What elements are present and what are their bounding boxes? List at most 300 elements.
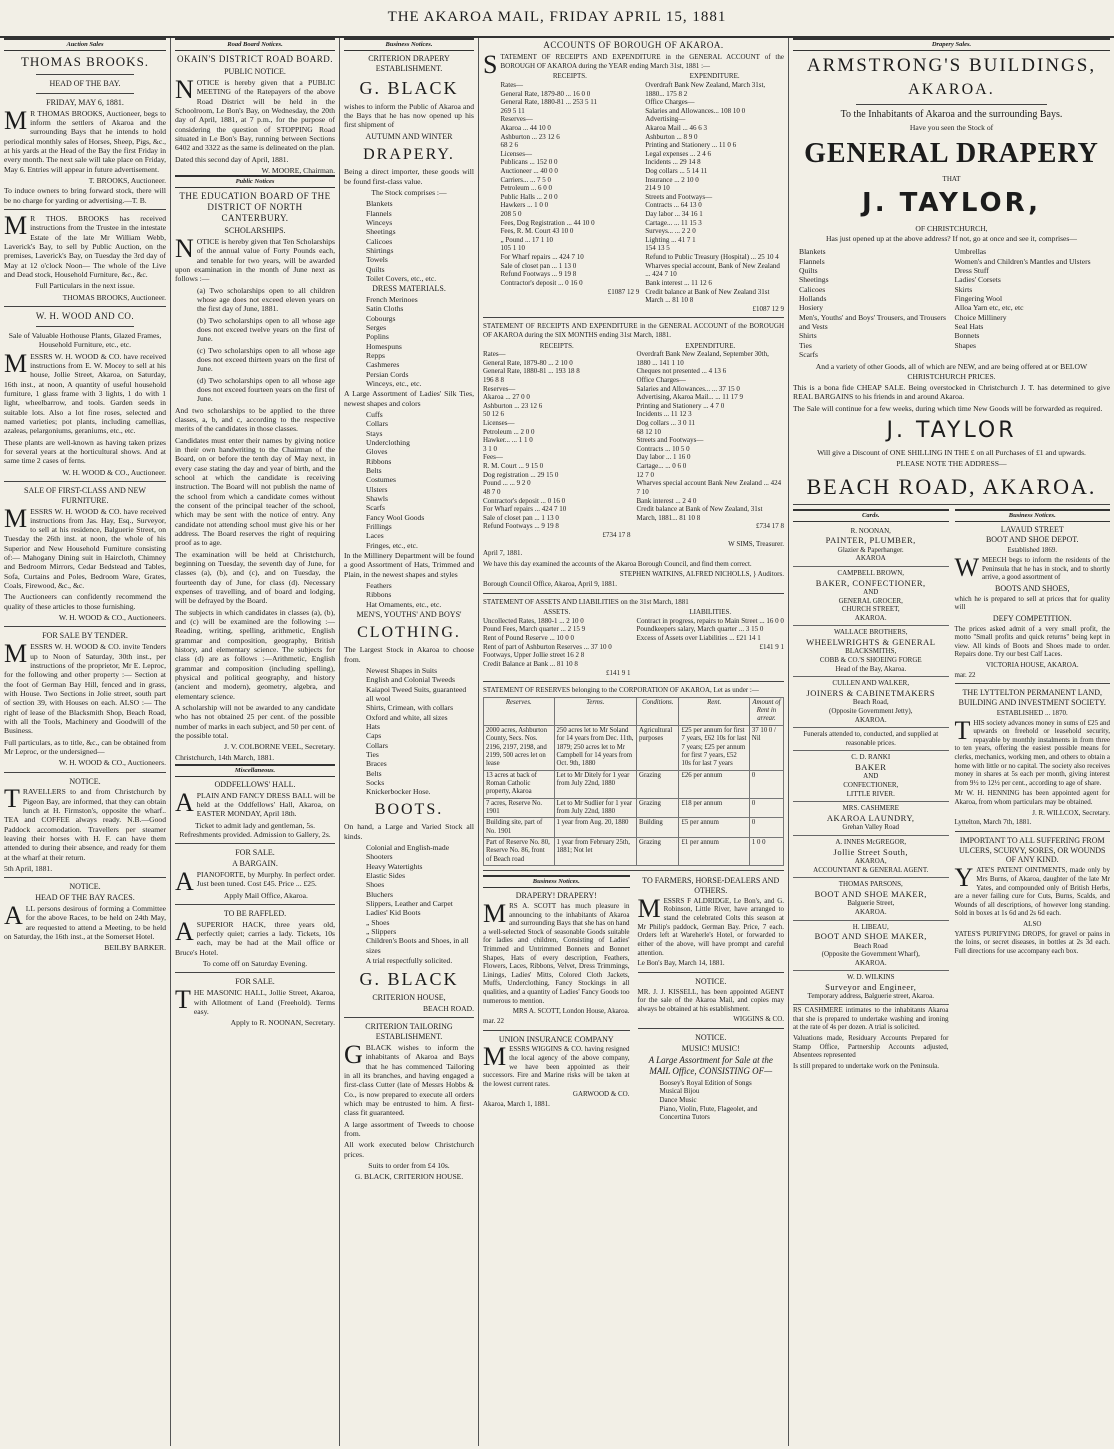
account-line: Printing and Stationery ... 11 0 6 <box>645 141 737 150</box>
column-5: Drapery Sales. ARMSTRONG'S BUILDINGS, AKAROA. To the Inhabitants of Akaroa and the surrounding Bays. Have you seen the Stock of GENERAL DRAPERY THAT J. TAYLOR, OF CHRISTCHURCH, Has just opened up at the above address? If not, go at once and see it, comprises— Blankets Flannels Quilts Sheetings Calicoes Hollands Hosiery Men's, Youths' and Boys' Trousers, and Trousers and Vests Shirts Ties Scarfs Umbrellas Women's and Children's Mantles and Ulsters Dress Stuff Ladies' Corsets Skirts Fingering Wool Alloa Yarn etc, etc, etc Choice Millinery Seal Hats Bonnets Shapes And a variety of other Goods, all of which are NEW, and are being offered at or BELOW CHRISTCHURCH PRICES. This is a bona fide CHEAP SALE. Being overstocked in Christchurch J. T. has determined to give REAL BARGAINS to his friends in and around Akaroa. The Sale will continue for a few weeks, during which time New Goods will be forwarded as required. J. TAYLOR Will give a Discount of ONE SHILLING IN THE £ on all Purchases of £1 and upwards. PLEASE NOTE THE ADDRESS— BEACH ROAD, AKAROA. Cards. R. NOONAN, PAINTER, PLUMBER, Glazier & Paperhanger. AKAROA CAMPBELL BROWN, BAKER, CONFECTIONER, AND GENERAL GROCER, CHURCH STREET, AKAROA. WALLACE BROTHERS, WHEELWRIGHTS & GENERAL BLACKSMITHS, COBB & CO.'S SHOEING FORGE Head of the Bay, Akaroa. CULLEN AND WALKER, JOINERS & CABINETMAKERS Beach Road, (Opposite Government Jetty), AKAROA. Funerals attended to, conducted, and supplied at reasonable prices. C. D. RANKI BAKER AND CONFECTIONER, LITTLE RIVER. MRS. CASHMERE AKAROA LAUNDRY, Grehan Valley Road A. INNES McGREGOR, Jollie Street South, AKAROA, ACCOUNTANT & GENERAL AGENT. THOMAS PARSONS, BOOT AND SHOE MAKER, Balguerie Street, AKAROA. H. LIBEAU, BOOT AND SHOE MAKER, Beach Road (Opposite the Government Wharf), AKAROA. W. D. WILKINS Surveyor and Engineer, Temporary address, Balguerie street, Akaroa. RS CASHMERE intimates to the inhabitants Akaroa that she is prepared to undertake washing and ironing at the rate of 4s per dozen. A trial is solicited. Valuations made, Residuary Accounts Prepared for Stamp Office, Partnership Accounts adjusted, Absentees represented Is still prepared to undertake work on the Peninsula. Business Notices. LAVAUD STREET BOOT AND SHOE DEPOT. Established 1869. WMEECH begs to inform the residents of the Peninsula that he has in stock, and to shortly arrive, a good assortment of BOOTS AND SHOES, which he is prepared to sell at prices that for quality will DEFY COMPETITION. The prices asked admit of a very small profit, the motto "Small profits and quick returns" being kept in view. All kinds of Boots and Shoes made to order. Repairs done. Try our best Calf Laces. VICTORIA HOUSE, AKAROA. mar. 22 THE LYTTELTON PERMANENT LAND, BUILDING AND INVESTMENT SOCIETY. ESTABLISHED ... 1870. THIS society advances money in sums of £25 and upwards on freehold or leasehold security, repayable by monthly instalments in from three to ten years, offering the easiest possible means for clerks, mechanics, working men, and others to obtain a home with little or no capital. The society also receives money in shares at 5s each per month, giving interest from 9½ to 12½ per cent., according to age of share. Mr W. H. HENNING has been appointed agent for Akaroa, from whom particulars may be obtained. J. R. WILLCOX, Secretary. Lyttelton, March 7th, 1881. IMPORTANT TO ALL SUFFERING FROM ULCERS, SCURVY, SORES, OR WOUNDS OF ANY KIND. YATE'S PATENT OINTMENTS, made only by Mrs Burns, of Akaroa, daughter of the late Mr Yates, and compounded only of British Herbs, are a never failing cure for Cuts, Burns, Scalds, and Wounds of all descriptions, of however long standing. Sold in boxes at 1s 6d and 2s 6d each. ALSO YATES'S PURIFYING DROPS, for gravel or pains in the loins, or secret diseases, in bottles at 2s 3d each. Full directions for use accompany each box. <box>789 38 1114 1446</box>
card-line: WALLACE BROTHERS, <box>834 628 908 637</box>
list-item: Ties <box>366 749 379 759</box>
list-item: Belts <box>366 768 382 778</box>
goods-item: Shapes <box>954 340 977 350</box>
ad-signature: THOMAS BROOKS, Auctioneer. <box>62 292 166 302</box>
ad-signature: G. BLACK, CRITERION HOUSE. <box>354 1172 464 1182</box>
account-line: Carriers... ... 7 5 0 <box>500 175 552 184</box>
section-header: Business Notices. <box>955 509 1111 522</box>
list-item: (b) Two scholarships open to all whose age does not exceed twelve years on the first of June. <box>197 315 335 344</box>
goods-item: Hosiery <box>799 303 824 313</box>
total: £141 9 1 <box>606 668 631 677</box>
liabilities-header: LIABILITIES. <box>689 608 732 617</box>
card-line: WHEELWRIGHTS & GENERAL <box>806 637 936 648</box>
items-list <box>344 581 474 609</box>
goods-item: Blankets <box>799 247 826 257</box>
audit-text: We have this day examined the accounts of the Akaroa Borough Council, and find them correct. <box>483 559 752 568</box>
statement-title: STATEMENT OF ASSETS AND LIABILITIES on the 31st March, 1881 <box>483 597 689 606</box>
business-card <box>793 971 949 1005</box>
expenditure-list <box>645 81 784 305</box>
list-item: Laces <box>366 531 384 541</box>
list-item: Newest Shapes in Suits <box>366 666 438 675</box>
liabilities-list <box>637 617 785 643</box>
card-line: ACCOUNTANT & GENERAL AGENT. <box>813 865 929 874</box>
account-line: Ashburton ... 23 12 6 <box>483 401 543 410</box>
account-line: Dog collars ... 5 14 11 <box>645 166 708 175</box>
account-line: Ashburton ... 23 12 6 <box>500 132 560 141</box>
list-item: Children's Boots and Shoes, in all sizes <box>366 936 469 955</box>
ad-body: Ticket to admit lady and gentleman, 5s. Refreshments provided. Admission to Gallery, 2s. <box>179 820 331 839</box>
goods-item: Shirts <box>799 331 817 341</box>
card-line: AKAROA. <box>854 715 887 724</box>
ad-address: BEACH ROAD. <box>422 1004 474 1014</box>
ad-title: TO FARMERS, HORSE-DEALERS AND OTHERS. <box>642 876 780 896</box>
account-line: Poundkeepers salary, March quarter ... 3 15 0 <box>636 625 764 634</box>
list-item: Hats <box>366 721 380 731</box>
accounts-title: ACCOUNTS OF BOROUGH OF AKAROA. <box>543 40 724 50</box>
items-list <box>344 843 474 955</box>
ad-body: The Largest Stock in Akaroa to choose from. <box>344 645 474 664</box>
ad-body: A Large Assortment of Ladies' Silk Ties, newest shapes and colors <box>344 389 474 408</box>
table-cell: Building <box>637 818 679 838</box>
account-line: Petroleum ... 2 0 0 <box>483 427 535 436</box>
card-line: H. LIBEAU, <box>852 922 889 931</box>
ad-title: FOR SALE BY TENDER. <box>42 631 128 641</box>
card-line: BAKER <box>855 762 887 773</box>
account-line: 105 1 10 <box>500 244 525 253</box>
ad-body: ESSRS WIGGINS & CO. having resigned the local agency of the above company, we have been appointed as their successors. Fire and Marine risks will be taken at the lowest current rates. <box>483 1045 630 1088</box>
ad-body: Will give a Discount of ONE SHILLING IN THE £ on all Purchases of £1 and upwards. <box>817 447 1086 457</box>
account-line: Credit Balance at Bank ... 81 10 8 <box>483 659 578 668</box>
account-line: R. M. Court ... 9 15 0 <box>483 462 544 471</box>
table-cell: £1 per annum <box>679 838 749 866</box>
ad-subtitle: AKAROA. <box>908 81 995 99</box>
account-line: 154 13 5 <box>645 244 670 253</box>
ad-body: In the Millinery Department will be found a good Assortment of Hats, Trimmed and Plain, in the newest shapes and styles <box>344 550 474 579</box>
ad-title: OKAIN'S DISTRICT ROAD BOARD. <box>177 53 333 64</box>
table-header-cell: Conditions. <box>637 697 679 725</box>
card-line: Temporary address, Balguerie street, Akaroa. <box>807 992 934 1001</box>
account-line: Contractor's deposit ... 0 16 0 <box>483 496 566 505</box>
ad-signature: W. H. WOOD & CO., Auctioneer. <box>62 467 166 477</box>
account-line: Petroleum ... 6 0 0 <box>500 184 552 193</box>
account-line: General Rate, 1879-80 ... 16 0 0 <box>500 89 591 98</box>
ad-subtitle: OF CHRISTCHURCH, <box>915 223 988 233</box>
ad-note: These plants are well-known as having taken prizes for several years at the horticultural shows. And at same time 2 cases of ferns. <box>4 437 166 466</box>
card-line: BAKER, CONFECTIONER, <box>815 577 926 588</box>
list-item: (c) Two scholarships open to all whose age does not exceed thirteen years on the first of June. <box>197 345 335 374</box>
account-line: 48 7 0 <box>483 487 501 496</box>
goods-item: Hollands <box>799 293 827 303</box>
account-line: Hawkers ... 1 0 0 <box>500 201 549 210</box>
ad-body: wishes to inform the Public of Akaroa and the Bays that he has now opened up his first shipment of <box>344 101 474 130</box>
stock-list <box>344 199 474 283</box>
account-line: Bank interest ... 11 12 6 <box>645 278 712 287</box>
list-item: Dance Music <box>659 1095 697 1104</box>
card-line: Head of the Bay, Akaroa. <box>835 664 907 673</box>
list-item: Shirts, Crimean, with collars <box>366 703 454 713</box>
list-item: „ Slippers <box>366 926 397 936</box>
ad-connector: THAT <box>942 175 961 184</box>
account-line: Licenses— <box>500 149 532 158</box>
account-line: Wharves special account, Bank of New Zealand ... 424 7 10 <box>645 261 780 279</box>
ad-title: FOR SALE. <box>235 977 275 987</box>
list-item: Elastic Sides <box>366 870 406 880</box>
section-header: Public Notices <box>175 175 335 188</box>
card-line: Beach Road, <box>852 698 889 707</box>
account-line: Sale of closet pan ... 1 13 0 <box>483 513 559 522</box>
ad-note: Full Particulars in the next issue. <box>35 281 135 291</box>
table-cell: 0 <box>749 818 783 838</box>
total: £1087 12 9 <box>607 287 640 296</box>
ad-intro: Have you seen the Stock of <box>909 123 994 133</box>
list-item: Bluchers <box>366 889 393 899</box>
account-line: Day labor ... 34 16 1 <box>645 210 703 219</box>
ad-subtitle: SCHOLARSHIPS. <box>224 226 286 236</box>
ad-body: A large assortment of Tweeds to choose from. <box>344 1119 474 1139</box>
ad-signature: W. H. WOOD & CO., Auctioneers. <box>58 613 166 623</box>
ad-signature: VICTORIA HOUSE, AKAROA. <box>985 661 1079 670</box>
card-line: Jollie Street South, <box>833 846 908 857</box>
ad-title: SALE OF FIRST-CLASS AND NEW FURNITURE. <box>24 485 146 505</box>
ad-subtitle: A BARGAIN. <box>232 859 278 869</box>
section-header: Business Notices. <box>483 875 630 888</box>
list-item: Piano, Violin, Flute, Flageolet, and Concertina Tutors <box>659 1104 758 1122</box>
receipts-header: RECEIPTS. <box>539 341 574 350</box>
card-line: Glazier & Paperhanger. <box>837 545 904 554</box>
ad-body: A scholarship will not be awarded to any candidate who has not obtained 25 per cent. of the possible number of marks in each subject, and 50 per cent. of the possible total. <box>175 702 335 740</box>
ad-body: The prices asked admit of a very small profit, the motto "Small profits and quick returns" being kept in view. All kinds of Boots and Shoes made to order. Repairs done. Try our best Calf Laces. <box>954 624 1110 659</box>
account-line: Credit balance at Bank of New Zealand, 31st March, 1881... 81 10 8 <box>636 505 763 522</box>
list-item: (d) Two scholarships open to all whose age does not exceed fourteen years on the first of June. <box>197 375 335 404</box>
list-item: Toilet Covers, etc., etc. <box>366 273 437 283</box>
business-card <box>793 836 949 878</box>
card-line: BOOT AND SHOE MAKER, <box>814 888 927 899</box>
ad-title: NOTICE. <box>695 1032 727 1042</box>
ad-title: DRAPERY! DRAPERY! <box>515 891 597 901</box>
ad-body: BLACK wishes to inform the inhabitants of Akaroa and Bays that he has commenced Tailoring in all its branches, and having engaged a first-class Cutter (late of Messrs Hobbs & Co., is now prepared to execute all orders which may be entrusted to him. A first-class fit guaranteed. <box>344 1043 474 1118</box>
account-line: Overdraft Bank New Zealand, September 30th, 1880 ... 141 1 10 <box>636 350 769 367</box>
account-line: Dog collars ... 3 0 11 <box>636 419 695 428</box>
section-header: Business Notices. <box>344 38 474 51</box>
goods-item: Quilts <box>799 265 818 275</box>
table-cell: Let to Mr Ditely for 1 year from July 22nd, 1880 <box>554 770 637 798</box>
account-line: Cartage... ... 11 15 3 <box>645 218 702 227</box>
ad-body: OTICE is hereby given that Ten Scholarships of the annual value of Forty Pounds each, and tenable for two years, will be awarded upon examination in the month of June next as follows :— <box>175 237 335 284</box>
ad-title: CRITERION DRAPERY ESTABLISHMENT. <box>368 53 450 73</box>
receipts-header: RECEIPTS. <box>552 72 587 81</box>
account-line: Uncollected Rates, 1880-1 ... 2 10 0 <box>483 616 584 625</box>
ad-body: The examination will be held at Christchurch, beginning on Tuesday, the seventh day of June, for classes (a), (b), and (c), and on Tuesday, the fourteenth day of June, for class (d). Necessary expenses of travelling, and of board and lodging, will be defrayed by the Board. <box>175 549 335 606</box>
ad-name: J. TAYLOR <box>886 417 1017 443</box>
ad-subheading: The Stock comprises :— <box>371 187 447 197</box>
ad-title: THOMAS BROOKS. <box>20 53 150 69</box>
office-line: Borough Council Office, Akaroa, April 9, 1881. <box>483 580 618 589</box>
account-line: Contracts ... 10 5 0 <box>636 444 690 453</box>
ad-name: G. BLACK <box>359 77 459 98</box>
list-item: Shirtings <box>366 245 394 255</box>
ad-date: FRIDAY, MAY 6, 1881. <box>46 97 124 107</box>
table-row <box>484 838 784 866</box>
account-line: Cartage... ... 0 6 0 <box>636 462 687 471</box>
account-line: Contractor's deposit ... 0 16 0 <box>500 278 583 287</box>
ad-body: R THOS. BROOKS has received instructions from the Trustee in the intestate Estate of the late Mr William Webb, Laverick's Bay, to sell by Public Auction, on the premises, Laverick's Bay, on Tuesday the 3rd day of May at 12 o'clock Noon— The whole of the Live and Dead stock, Household Furniture, &c., &c. <box>4 213 166 279</box>
goods-item: Flannels <box>799 256 825 266</box>
ad-body: ESSRS W. H. WOOD & CO. invite Tenders up to Noon of Saturday, 30th inst., per instructions of the proprietor, Mr E. Leproc, for the following and other property :— Section at the foot of German Bay Hill, fenced and in grass, with House. Two Sections in Jolie street, south part of section 39, with Houses on each. ALSO :— The right of lease of the Blacksmith Shop, Beach Road, with all the Tools, Machinery and Goodwill of the Business. <box>4 642 166 736</box>
ad-date: Dated this second day of April, 1881. <box>175 154 289 164</box>
business-card <box>793 728 949 751</box>
account-line: Overdraft Bank New Zealand, March 31st, 1880... 175 8 2 <box>645 80 766 98</box>
column-1: Auction Sales THOMAS BROOKS. HEAD OF THE BAY. FRIDAY, MAY 6, 1881. M R THOMAS BROOKS, Auctioneer, begs to inform the settlers of Akaroa and the surrounding Bays that he intends to hold periodical monthly sales of Horses, Sheep, Pigs, &c., at his yards at the Head of the Bay the first Friday in every month. The next sale will take place on Friday, May 6. Entries will appear in future advertisement. T. BROOKS, Auctioneer. To induce owners to bring forward stock, there will be no charge for yarding or advertising.—T. B. M R THOS. BROOKS has received instructions from the Trustee in the intestate Estate of the late Mr William Webb, Laverick's Bay, to sell by Public Auction, on the premises, Laverick's Bay, on Tuesday the 3rd day of May at 12 o'clock Noon— The whole of the Live and Dead stock, Household Furniture, &c., &c. Full Particulars in the next issue. THOMAS BROOKS, Auctioneer. W. H. WOOD AND CO. Sale of Valuable Hothouse Plants, Glazed Frames, Household Furniture, etc., etc. MESSRS W. H. WOOD & CO. have received instructions from E. W. Mocey to sell at his house, Jollie Street, Akaroa, on Saturday, 16th inst., at noon, A quantity of useful household furniture, 1 glass frame with 3 lights, 1 do with 1 light, wheelbarrow, and tools. Garden seeds in suitable lots. Also a lot fine roses, selected and named varieties; pot plants, including camellias, azaleas, pelargoniums, geraniums, etc., etc. These plants are well-known as having taken prizes for several years at the horticultural shows. And at same time 2 cases of ferns. W. H. WOOD & CO., Auctioneer. SALE OF FIRST-CLASS AND NEW FURNITURE. MESSRS W. H. WOOD & CO. have received instructions from Jas. Hay, Esq., Surveyor, to sell at his residence, Balguerie Street, on Tuesday the 26th inst. at noon, the whole of his Superior and New Household Furniture consisting of:— Mahogany Dining suit in Haircloth, Chimney and Bedroom Mirrors, Cedar Bedstead and Tables, Sofa, Curtains and Poles, Bedroom Ware, Grates, Coals, Firewood, &c., &c. The Auctioneers can confidently recommend the quality of these articles to those furnishing. W. H. WOOD & CO., Auctioneers. FOR SALE BY TENDER. MESSRS W. H. WOOD & CO. invite Tenders up to Noon of Saturday, 30th inst., per instructions of the proprietor, Mr E. Leproc, for the following and other property :— Section at the foot of German Bay Hill, fenced and in grass, with House. Two Sections in Jolie street, south part of section 39, with Houses on each. ALSO :— The right of lease of the Blacksmith Shop, Beach Road, with all the Tools, Machinery and Goodwill of the Business. Full particulars, as to title, &c., can be obtained from Mr Leproc, or the undersigned— W. H. WOOD & CO., Auctioneers. NOTICE. TRAVELLERS to and from Christchurch by Pigeon Bay, are informed, that they can obtain lunch at H. Firmston's, opposite the wharf.. TEA and COFFEE always ready. N.B.—Good Paddock accomodation. Travellers per steamer leaving their horses with H. F. can have them attended to during their absence, and ready for them at the wharf at their return. 5th April, 1881. NOTICE. HEAD OF THE BAY RACES. ALL persons desirous of forming a Committee for the above Races, to be held on 24th May, are requested to attend a Meeting, to be held on Saturday, the 16th inst., at the Somerset Hotel. BEILBY BARKER. <box>0 38 170 1446</box>
goods-item: Umbrellas <box>954 247 987 257</box>
table-cell: Let to Mr Sudlier for 1 year from July 22nd, 1880 <box>554 798 637 818</box>
list-item: Flannels <box>366 208 392 218</box>
account-line: Pound ... ... 9 2 0 <box>483 479 531 488</box>
card-line: JOINERS & CABINETMAKERS <box>806 687 936 698</box>
card-line: BOOT AND SHOE MAKER, <box>814 931 927 942</box>
list-item: Winceys, etc., etc. <box>366 378 422 388</box>
total: £734 17 8 <box>756 522 784 531</box>
items-list <box>638 1079 785 1122</box>
ad-signature: J. V. COLBORNE VEEL, Secretary. <box>224 742 335 752</box>
table-row <box>484 818 784 838</box>
list-item: Poplins <box>366 332 389 342</box>
account-line: Pound Fees, March quarter ... 2 15 9 <box>483 625 586 634</box>
account-line: General Rate, 1880-81 ... 253 5 11 <box>500 98 598 107</box>
account-line: For Wharf repairs ... 424 7 10 <box>483 505 567 514</box>
account-line: 196 8 8 <box>483 376 504 384</box>
account-line: Licenses— <box>483 419 515 428</box>
card-line: Funerals attended to, conducted, and supplied at reasonable prices. <box>803 730 939 747</box>
account-line: Office Charges— <box>636 376 686 384</box>
total: £734 17 8 <box>602 530 631 539</box>
business-card <box>793 921 949 972</box>
account-line: Public Halls ... 2 0 0 <box>500 192 558 201</box>
cards-list <box>793 525 949 1005</box>
ad-title: ODDFELLOWS' HALL. <box>214 779 296 789</box>
card-line: AKAROA. <box>854 907 887 916</box>
ad-note: The Auctioneers can confidently recommend the quality of these articles to those furnishing. <box>4 592 166 611</box>
goods-item: Ladies' Corsets <box>954 275 1001 285</box>
ad-body: And two scholarships to be applied to the three classes, a, b, and c, according to the respective merits of the candidates in those classes. <box>175 405 335 434</box>
table-cell: 13 acres at back of Roman Catholic property, Akaroa <box>484 770 555 798</box>
account-line: Credit balance at Bank of New Zealand 31st March ... 81 10 8 <box>645 287 770 305</box>
ad-body: Has just opened up at the above address? If not, go at once and see it, comprises— <box>826 233 1077 243</box>
ad-title: THE LYTTELTON PERMANENT LAND, BUILDING AND INVESTMENT SOCIETY. <box>958 688 1106 708</box>
account-line: Advertising, Akaroa Mail... ... 11 17 9 <box>636 393 743 402</box>
ad-title: ARMSTRONG'S BUILDINGS, <box>806 54 1097 76</box>
card-line: (Opposite the Government Wharf), <box>821 950 920 959</box>
list-item: Belts <box>366 465 382 475</box>
list-item: Heavy Watertights <box>366 861 423 871</box>
ad-subtitle: HEAD OF THE BAY RACES. <box>35 893 135 903</box>
table-header-cell: Terms. <box>554 697 637 725</box>
section-header: Miscellaneous. <box>175 764 335 777</box>
ad-date: 5th April, 1881. <box>4 863 53 873</box>
card-line: AND <box>863 587 879 596</box>
list-item: Ribbons <box>366 590 392 600</box>
list-item: Cobourgs <box>366 313 396 323</box>
ad-body: HIS society advances money in sums of £25 and upwards on freehold or leasehold security, repayable by monthly instalments in from three to ten years, offering the easiest possible means for clerks, mechanics, working men, and others to obtain a home with little or no capital. The society also receives money in shares at 5s each per month, giving interest from 9½ to 12½ per cent., according to age of share. <box>954 718 1110 787</box>
card-line: (Opposite Government Jetty), <box>829 706 913 715</box>
list-item: Boosey's Royal Edition of Songs <box>659 1078 752 1087</box>
table-row <box>484 770 784 798</box>
list-item: Collars <box>366 419 388 429</box>
goods-item: Choice Millinery <box>954 312 1007 322</box>
ad-subtitle: MUSIC! MUSIC! <box>681 1043 740 1053</box>
goods-item: Ties <box>799 340 812 350</box>
account-line: Legal expenses ... 2 4 6 <box>645 149 711 158</box>
account-line: Hawker... ... 1 1 0 <box>483 436 533 445</box>
list-item: Knickerbocker Hose. <box>366 787 431 797</box>
business-card <box>793 525 949 567</box>
ad-body: R THOMAS BROOKS, Auctioneer, begs to inform the settlers of Akaroa and the surrounding Bays that he intends to hold periodical monthly sales of Horses, Sheep, Pigs, &c., at his yards at the Head of the Bay the first Friday in every month. The next sale will take place on Friday, May 6. Entries will appear in future advertisement. <box>4 108 166 174</box>
card-line: GENERAL GROCER, <box>838 596 903 605</box>
treasurer-signature: W SIMS, Treasurer. <box>728 539 784 548</box>
ad-body: ESSRS W. H. WOOD & CO. have received instructions from Jas. Hay, Esq., Surveyor, to sell at his residence, Balguerie Street, on Tuesday the 26th inst. at noon, the whole of his Superior and New Household Furniture consisting of:— Mahogany Dining suit in Haircloth, Chimney and Bedroom Mirrors, Cedar Bedstead and Tables, Sofa, Curtains and Poles, Bedroom Ware, Grates, Coals, Firewood, &c., &c. <box>4 506 166 591</box>
account-line: Excess of Assets over Liabilities ... £21 14 1 <box>636 634 761 643</box>
account-line: Contract in progress, repairs to Main Street ... 16 0 0 <box>636 616 784 625</box>
account-line: Fees— <box>483 453 503 462</box>
expenditure-list <box>637 350 785 522</box>
table-cell: 1 0 0 <box>749 838 783 866</box>
account-line: General Rate, 1880-81 ... 193 18 8 <box>483 367 580 376</box>
column-2: Road Board Notices. OKAIN'S DISTRICT ROAD BOARD. PUBLIC NOTICE. NOTICE is hereby given that a PUBLIC MEETING of the Ratepayers of the above Road District will be held in the Schoolroom, Le Bon's Bay, on Wednesday, the 20th day of April, 1881, at 7 p.m., for the purpose of considering the question of STOPPING Road situated in Le Bon's Bay, running between Sections 6402 and 3322 as the same is delineated on the plan. Dated this second day of April, 1881. W. MOORE, Chairman. Public Notices THE EDUCATION BOARD OF THE DISTRICT OF NORTH CANTERBURY. SCHOLARSHIPS. NOTICE is hereby given that Ten Scholarships of the annual value of Forty Pounds each, and tenable for two years, will be awarded upon examination in the month of June next as follows :— (a) Two scholarships open to all children whose age does not exceed eleven years on the first day of June, 1881. (b) Two scholarships open to all whose age does not exceed twelve years on the first of June. (c) Two scholarships open to all whose age does not exceed thirteen years on the first of June. (d) Two scholarships open to all whose age does not exceed fourteen years on the first of June. And two scholarships to be applied to the three classes, a, b, and c, according to the respective merits of the candidates in those classes. Candidates must enter their names by giving notice in their own handwriting to the Chairman of the Board, on or before the tenth day of May next, in every case stating the day and year of birth, and the school at which the candidate is receiving instruction. The Board will not publish the name of the school from which a candidate comes without the consent of the principal teacher of the school, which may be sent with the notice of entry. Any candidate not attending school must give his or her address. The Board reserves the right of requiring proof as to age. The examination will be held at Christchurch, beginning on Tuesday, the seventh day of June, for classes (a), (b), and (c), and on Tuesday, the fourteenth day of June, for class (d). Necessary expenses of travelling, and of board and lodging, will be defrayed by the Board. The subjects in which candidates in classes (a), (b), and (c) will be examined are the following :—Reading, writing, spelling, arithmetic, English grammar and composition, geography, British history, and elementary science. The subjects for class (d) are as follows :—Arithmetic, English grammar and composition (including spelling), physical and political geography, and history (ancient and modern), geometry, algebra, and elementary science. A scholarship will not be awarded to any candidate who has not obtained 25 per cent. of the possible number of marks in each subject, and 50 per cent. of the possible total. J. V. COLBORNE VEEL, Secretary. Christchurch, 14th March, 1881. Miscellaneous. ODDFELLOWS' HALL. APLAIN AND FANCY DRESS BALL will be held at the Oddfellows' Hall, Akaroa, on EASTER MONDAY, April 18th. Ticket to admit lady and gentleman, 5s. Refreshments provided. Admission to Gallery, 2s. FOR SALE. A BARGAIN. APIANOFORTE, by Murphy. In perfect order. Just been tuned. Cost £45. Price ... £25. Apply Mail Office, Akaroa. TO BE RAFFLED. ASUPERIOR HACK, three years old, perfectly quiet; carries a lady. Tickets, 10s each, may be had at the Mail office or Bruce's Hotel. To come off on Saturday Evening. FOR SALE. THE MASONIC HALL, Jollie Street, Akaroa, with Allotment of Land (Freehold). Terms easy. Apply to R. NOONAN, Secretary. <box>171 38 339 1446</box>
goods-item: Skirts <box>954 284 973 294</box>
table-header-cell: Reserves. <box>484 697 555 725</box>
account-line: Footways, Upper Jollie street 16 2 8 <box>483 651 585 660</box>
account-line: Salaries and Allowances... ... 37 15 0 <box>636 384 740 393</box>
column-4: ACCOUNTS OF BOROUGH OF AKAROA. STATEMENT OF RECEIPTS AND EXPENDITURE in the GENERAL ACCOUNT of the BOROUGH OF AKAROA during the YEAR ending March 31st, 1881 :— RECEIPTS. Rates— General Rate, 1879-80 ... 16 0 0 General Rate, 1880-81 ... 253 5 11 269 5 11 Reserves— Akaroa ... 44 10 0 Ashburton ... 23 12 6 68 2 6 Licenses— Publicans ... 152 0 0 Auctioneer ... 40 0 0 Carriers... ... 7 5 0 Petroleum ... 6 0 0 Public Halls ... 2 0 0 Hawkers ... 1 0 0 208 5 0 Fees, Dog Registration ... 44 10 0 Fees, R. M. Court 43 10 0 „ Pound ... 17 1 10 105 1 10 For Wharf repairs ... 424 7 10 Sale of closet pan ... 1 13 0 Refund Footways ... 9 19 8 Contractor's deposit ... 0 16 0 £1087 12 9 EXPENDITURE. Overdraft Bank New Zealand, March 31st, 1880... 175 8 2 Office Charges— Salaries and Allowances... 108 10 0 Advertising— Akaroa Mail ... 46 6 3 Ashburton ... 8 9 0 Printing and Stationery ... 11 0 6 Legal expenses ... 2 4 6 Incidents ... 29 14 8 Dog collars ... 5 14 11 Insurance ... 2 10 0 214 9 10 Streets and Footways— Contracts ... 64 13 0 Day labor ... 34 16 1 Cartage... ... 11 15 3 Surveys... ... 2 2 0 Lighting ... 41 7 1 154 13 5 Refund to Public Treasury (Hospital) ... 25 10 4 Wharves special account, Bank of New Zealand ... 424 7 10 Bank interest ... 11 12 6 Credit balance at Bank of New Zealand 31st March ... 81 10 8 £1087 12 9 STATEMENT OF RECEIPTS AND EXPENDITURE in the GENERAL ACCOUNT of the BOROUGH OF AKAROA during the SIX MONTHS ending 31st March, 1881. RECEIPTS. Rates— General Rate, 1879-80 ... 2 10 0 General Rate, 1880-81 ... 193 18 8 196 8 8 Reserves— Akaroa ... 27 0 0 Ashburton ... 23 12 6 50 12 6 Licenses— Petroleum ... 2 0 0 Hawker... ... 1 1 0 3 1 0 Fees— R. M. Court ... 9 15 0 Dog registration ... 29 15 0 Pound ... ... 9 2 0 48 7 0 Contractor's deposit ... 0 16 0 For Wharf repairs ... 424 7 10 Sale of closet pan ... 1 13 0 Refund Footways ... 9 19 8 £734 17 8 EXPENDITURE. Overdraft Bank New Zealand, September 30th, 1880 ... 141 1 10 Cheques not presented ... 4 13 6 Office Charges— Salaries and Allowances... ... 37 15 0 Advertising, Akaroa Mail... ... 11 17 9 Printing and Stationery ... 4 7 0 Incidents ... 11 12 3 Dog collars ... 3 0 11 68 12 10 Streets and Footways— Contracts ... 10 5 0 Day labor ... 1 16 0 Cartage... ... 0 6 0 12 7 0 Wharves special account Bank New Zealand ... 424 7 10 Bank interest ... 2 4 0 Credit balance at Bank of New Zealand, 31st March, 1881... 81 10 8 £734 17 8 W SIMS, Treasurer. April 7, 1881. We have this day examined the accounts of the Akaroa Borough Council, and find them correct. STEPHEN WATKINS, ALFRED NICHOLLS, } Auditors. Borough Council Office, Akaroa, April 9, 1881. STATEMENT OF ASSETS AND LIABILITIES on the 31st March, 1881 ASSETS. Uncollected Rates, 1880-1 ... 2 10 0 Pound Fees, March quarter ... 2 15 9 Rent of Pound Reserve ... 10 0 0 Rent of part of Ashburton Reserves ... 37 10 0 Footways, Upper Jollie street 16 2 8 Credit Balance at Bank ... 81 10 8 £141 9 1 LIABILITIES. Contract in progress, repairs to Main Street ... 16 0 0 Poundkeepers salary, March quarter ... 3 15 0 Excess of Assets over Liabilities ... £21 14 1 £141 9 1 STATEMENT OF RESERVES belonging to the CORPORATION OF AKAROA, Let as under :— Reserves. Terms. Conditions. Rent. Amount of Rent in arrear. 2000 acres, Ashburton County, Secs. Nos. 2196, 2197, 2198, and 2199, 500 acres let on lease 250 acres let to Mr Soland for 14 years from Dec. 11th, 1879; 250 acres let to Mr Campbell for 14 years from Oct. 9th, 1880 Agricultural purposes £25 per annum for first 7 years, £62 10s for last 7 years; £25 per annum for first 7 years, £52 10s for last 7 years 37 10 0 / Nil 13 acres at back of Roman Catholic property, Akaroa Let to Mr Ditely for 1 year from July 22nd, 1880 Grazing £26 per annum 0 7 acres, Reserve No. 1901 Let to Mr Sudlier for 1 year from July 22nd, 1880 Grazing £18 per annum 0 Building site, part of No. 1901 1 year from Aug. 20, 1880 Building £5 per annum 0 Part of Reserve No. 80, Reserve No. 86, front of Beach road 1 year from February 25th, 1881; Not let Grazing £1 per annum 1 0 0 Business Notices. DRAPERY! DRAPERY! MRS A. SCOTT has much pleasure in announcing to the inhabitants of Akaroa and surrounding Bays that she has on hand a well-selected Stock of seasonable Goods suitable for ladies and children, Consisting of Ladies' Trimmed and Untrimmed Bonnets and Bonnet Shapes, Hats of every description, Feathers, Flowers, Laces, Ribbons, Velvet, Dress Trimmings, Linings, Ladies' Mitts, Colored Cloth Jackets, Muffs, Underclothing, Fancy Stockings in all qualities, and a quantity of Ladies' Fancy Goods too numerous to mention. MRS A. SCOTT, London House, Akaroa. mar. 22 UNION INSURANCE COMPANY MESSRS WIGGINS & CO. having resigned the local agency of the above company, we have been appointed as their successors. Fire and Marine risks will be taken at the lowest current rates. GARWOOD & CO. Akaroa, March 1, 1881. TO FARMERS, HORSE-DEALERS AND OTHERS. MESSRS F ALDRIDGE, Le Bon's, and G. Robinson, Little River, have arranged to stand the celebrated Colts this season at Mr Philip's paddock, German Bay. Price, 7 each. Orders left at Wareherle's Hotel, or forwarded to either of the above, will have prompt and careful attention. Le Bon's Bay, March 14, 1881. NOTICE. MR. J. J. KISSELL, has been appointed AGENT for the sale of the Akaroa Mail, and copies may always be obtained at his establishment. WIGGINS & CO. NOTICE. MUSIC! MUSIC! A Large Assortment for Sale at the MAIL Office, CONSISTING OF— Boosey's Royal Edition of Songs Musical Bijou Dance Music Piano, Violin, Flute, Flageolet, and Concertina Tutors <box>483 40 784 1122</box>
card-line: LITTLE RIVER. <box>846 789 895 798</box>
table-cell: 0 <box>749 770 783 798</box>
list-item: Collars <box>366 740 388 750</box>
ad-subtitle: HEAD OF THE BAY. <box>49 78 121 88</box>
ad-heading: BOOTS. <box>374 800 444 818</box>
goods-item: Dress Stuff <box>954 265 989 275</box>
auditors: STEPHEN WATKINS, ALFRED NICHOLLS, } Auditors. <box>619 570 784 579</box>
account-line: Reserves— <box>483 384 516 393</box>
ad-date: mar. 22 <box>954 670 976 679</box>
table-cell: Grazing <box>637 838 679 866</box>
goods-item: Sheetings <box>799 275 829 285</box>
ad-date: ESTABLISHED ... 1870. <box>996 708 1068 717</box>
table-cell: £18 per annum <box>679 798 749 818</box>
list-item: Serges <box>366 323 387 332</box>
list-item: Ribbons <box>366 456 392 466</box>
ad-body: PLAIN AND FANCY DRESS BALL will be held at the Oddfellows' Hall, Akaroa, on EASTER MONDAY, April 18th. <box>196 790 335 819</box>
table-row <box>484 725 784 770</box>
card-line: AKAROA. <box>854 958 887 967</box>
goods-item: Bonnets <box>954 331 980 341</box>
table-cell: 1 year from Aug. 20, 1880 <box>554 818 637 838</box>
ad-body: SUPERIOR HACK, three years old, perfectly quiet; carries a lady. Tickets, 10s each, may be had at the Mail office or Bruce's Hotel. <box>175 919 335 957</box>
table-cell: 250 acres let to Mr Soland for 14 years from Dec. 11th, 1879; 250 acres let to Mr Campbell for 14 years from Oct. 9th, 1880 <box>554 725 637 770</box>
list-item: Fringes, etc., etc. <box>366 540 418 550</box>
ad-title: UNION INSURANCE COMPANY <box>498 1034 614 1044</box>
business-card <box>793 878 949 920</box>
card-line: COBB & CO.'S SHOEING FORGE <box>819 656 922 665</box>
list-item: Musical Bijou <box>659 1087 700 1096</box>
goods-item: Scarfs <box>799 349 818 359</box>
list-item: Quilts <box>366 264 385 274</box>
assets-header: ASSETS. <box>543 608 571 617</box>
table-cell: 37 10 0 / Nil <box>749 725 783 770</box>
account-line: Streets and Footways— <box>636 436 704 445</box>
account-line: Wharves special account Bank New Zealand ... 424 7 10 <box>636 479 782 496</box>
list-item: Braces <box>366 759 387 769</box>
list-item: Caps <box>366 731 382 741</box>
table-cell: 1 year from February 25th, 1881; Not let <box>554 838 637 866</box>
expenditure-header: EXPENDITURE. <box>689 72 740 81</box>
ad-body: This is a bona fide CHEAP SALE. Being overstocked in Christchurch J. T. has determined to give REAL BARGAINS to his friends in and around Akaroa. <box>793 382 1110 402</box>
ad-body: YATES'S PURIFYING DROPS, for gravel or pains in the loins, or secret diseases, in bottles at 2s 3d each. Full directions for use accompany each box. <box>954 929 1110 955</box>
card-line: PAINTER, PLUMBER, <box>825 535 916 546</box>
account-line: Streets and Footways— <box>645 192 713 201</box>
ad-title: NOTICE. <box>69 776 101 786</box>
list-item: Kaiapoi Tweed Suits, guaranteed all wool <box>366 684 467 703</box>
ad-date: Established 1869. <box>1007 546 1058 555</box>
account-line: 50 12 6 <box>483 410 504 419</box>
ad-signature: BEILBY BARKER. <box>104 943 166 953</box>
account-line: 214 9 10 <box>645 184 670 193</box>
account-line: Advertising— <box>645 115 686 124</box>
ad-heading: MEN'S, YOUTHS' AND BOYS' <box>356 609 462 619</box>
account-line: Incidents ... 11 12 3 <box>636 410 692 419</box>
table-cell: £26 per annum <box>679 770 749 798</box>
list-item: Frillings <box>366 521 392 531</box>
goods-item: Calicoes <box>799 284 826 294</box>
account-line: Rent of Pound Reserve ... 10 0 0 <box>483 634 574 643</box>
ad-signature: J. R. WILLCOX, Secretary. <box>1032 808 1110 817</box>
account-line: „ Pound ... 17 1 10 <box>500 235 553 244</box>
account-line: 269 5 11 <box>500 106 525 115</box>
ad-note: To induce owners to bring forward stock, there will be no charge for yarding or advertising.—T. B. <box>4 186 166 205</box>
items-list <box>344 410 474 550</box>
ad-heading: DRAPERY. <box>363 145 455 163</box>
list-item: Hat Ornaments, etc., etc. <box>366 599 442 609</box>
ad-body: PIANOFORTE, by Murphy. In perfect order. Just been tuned. Cost £45. Price ... £25. <box>196 869 335 889</box>
account-line: Publicans ... 152 0 0 <box>500 158 558 167</box>
list-item: Winceys <box>366 217 393 227</box>
ad-heading: AUTUMN AND WINTER <box>365 131 453 141</box>
list-item: Repps <box>366 350 385 360</box>
account-line: Lighting ... 41 7 1 <box>645 235 696 244</box>
ad-signature: GARWOOD & CO. <box>572 1090 630 1099</box>
ad-name: J. TAYLOR, <box>862 187 1041 218</box>
ad-body: MR. J. J. KISSELL, has been appointed AGENT for the sale of the Akaroa Mail, and copies may always be obtained at his establishment. <box>637 987 784 1013</box>
table-cell: 7 acres, Reserve No. 1901 <box>484 798 555 818</box>
column-3: Business Notices. CRITERION DRAPERY ESTABLISHMENT. G. BLACK wishes to inform the Public of Akaroa and the Bays that he has now opened up his first shipment of AUTUMN AND WINTER DRAPERY. Being a direct importer, these goods will be found first-class value. The Stock comprises :— Blankets Flannels Winceys Sheetings Calicoes Shirtings Towels Quilts Toilet Covers, etc., etc. DRESS MATERIALS. French Merinoes Satin Cloths Cobourgs Serges Poplins Homespuns Repps Cashmeres Persian Cords Winceys, etc., etc. A Large Assortment of Ladies' Silk Ties, newest shapes and colors Cuffs Collars Stays Underclothing Gloves Ribbons Belts Costumes Ulsters Shawls Scarfs Fancy Wool Goods Frillings Laces Fringes, etc., etc. In the Millinery Department will be found a good Assortment of Hats, Trimmed and Plain, in the newest shapes and styles Feathers Ribbons Hat Ornaments, etc., etc. MEN'S, YOUTHS' AND BOYS' CLOTHING. The Largest Stock in Akaroa to choose from. Newest Shapes in Suits English and Colonial Tweeds Kaiapoi Tweed Suits, guaranteed all wool Shirts, Crimean, with collars Oxford and white, all sizes Hats Caps Collars Ties Braces Belts Socks Knickerbocker Hose. BOOTS. On hand, a Large and Varied Stock all kinds. Colonial and English-made Shooters Heavy Watertights Elastic Sides Shoes Bluchers Slippers, Leather and Carpet Ladies' Kid Boots „ Shoes „ Slippers Children's Boots and Shoes, in all sizes A trial respectfully solicited. G. BLACK CRITERION HOUSE, BEACH ROAD. CRITERION TAILORING ESTABLISHMENT. GBLACK wishes to inform the inhabitants of Akaroa and Bays that he has commenced Tailoring in all its branches, and having engaged a first-class Cutter (late of Messrs Hobbs & Co., is now prepared to execute all orders which may be entrusted to him. A first-class fit guaranteed. A large assortment of Tweeds to choose from. All work executed below Christchurch prices. Suits to order from £4 10s. G. BLACK, CRITERION HOUSE. <box>340 38 478 1446</box>
card-line: THOMAS PARSONS, <box>838 880 903 889</box>
card-line: CONFECTIONER, <box>843 781 899 790</box>
table-cell: £25 per annum for first 7 years, £62 10s for last 7 years; £25 per annum for first 7 years, £52 10s for last 7 years <box>679 725 749 770</box>
list-item: Slippers, Leather and Carpet <box>366 898 453 908</box>
ad-note: To come off on Saturday Evening. <box>202 959 308 969</box>
ad-title: NOTICE. <box>69 882 101 892</box>
account-line: 12 7 0 <box>636 470 654 479</box>
ad-title: W. H. WOOD AND CO. <box>35 310 135 321</box>
ad-connector: ALSO <box>1023 919 1042 928</box>
ad-heading: BOOTS AND SHOES, <box>995 583 1070 593</box>
ad-body: All work executed below Christchurch prices. <box>344 1140 474 1159</box>
card-line: AKAROA <box>855 554 886 563</box>
goods-list-right <box>955 247 1105 359</box>
ad-title: IMPORTANT TO ALL SUFFERING FROM ULCERS, SCURVY, SORES, OR WOUNDS OF ANY KIND. <box>959 835 1106 865</box>
ad-address: BEACH ROAD, AKAROA. <box>806 473 1097 499</box>
ad-signature: W. MOORE, Chairman. <box>261 165 335 175</box>
account-line: 68 12 10 <box>636 427 661 436</box>
